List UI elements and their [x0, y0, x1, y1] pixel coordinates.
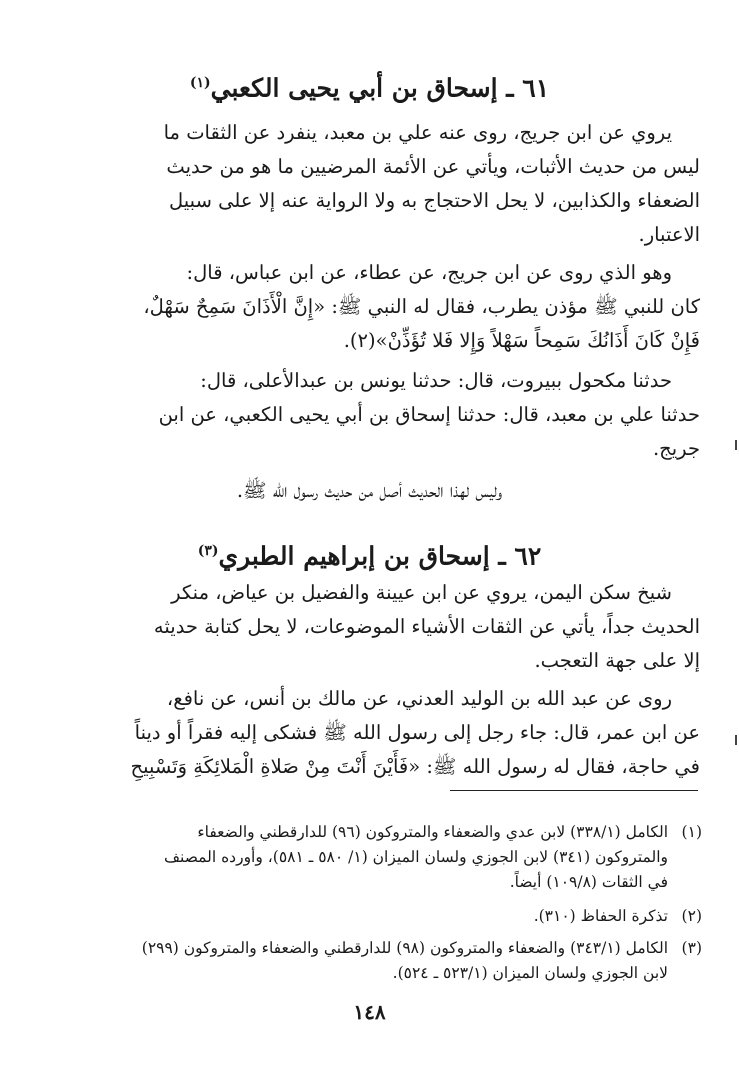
text-line: كان للنبي ﷺ مؤذن يطرب، فقال له النبي ﷺ: «إِنَّ الْأَذَانَ سَمِحٌ سَهْلٌ،: [143, 295, 700, 318]
text-line: ليس من حديث الأثبات، ويأتي عن الأئمة المرضيين ما هو من حديث: [166, 155, 700, 178]
paragraph: [70, 682, 700, 784]
entry-heading-61: [40, 66, 699, 105]
entry-heading-62: [40, 534, 699, 573]
footnote-3: [70, 936, 702, 986]
scan-mark: [735, 440, 737, 450]
paragraph: [70, 256, 700, 358]
footnote-2: [70, 904, 702, 929]
text-line: وهو الذي روى عن ابن جريج، عن عطاء، عن ابن عباس، قال:: [186, 261, 672, 284]
footnote-separator: [450, 790, 698, 791]
text-line: الاعتبار.: [638, 223, 700, 246]
text-line: حدثنا مكحول ببيروت، قال: حدثنا يونس بن عبدالأعلى، قال:: [200, 369, 672, 392]
closing-remark: وليس لهذا الحديث أصل من حديث رسول الله ﷺ.: [236, 479, 503, 502]
scan-mark: [735, 735, 737, 745]
footnote-number: (٢): [681, 907, 702, 925]
text-line: حدثنا علي بن معبد، قال: حدثنا إسحاق بن أبي يحيى الكعبي، عن ابن: [158, 403, 700, 426]
paragraph: [70, 364, 700, 466]
footnote-1: [70, 820, 702, 895]
footnote-text: تذكرة الحفاظ (٣١٠).: [533, 907, 668, 925]
text-line: يروي عن ابن جريج، روى عنه علي بن معبد، ينفرد عن الثقات ما: [163, 121, 672, 144]
text-line: في حاجة، فقال له رسول الله ﷺ: «فَأَيْنَ أَنْتَ مِنْ صَلاةِ الْمَلائِكَةِ وَتَسْبِيحِ: [130, 755, 700, 778]
footnote-ref: (٣): [197, 543, 219, 559]
footnote-number: (١): [681, 823, 702, 841]
entry-heading-text: ٦١ ـ إسحاق بن أبي يحيى الكعبي: [210, 73, 550, 103]
text-line: فَإِنْ كَانَ أَذَانُكَ سَمِحاً سَهْلاً وَإِلا فَلا تُؤَذِّنْ»(٢).: [343, 329, 700, 352]
text-line: عن ابن عمر، قال: جاء رجل إلى رسول الله ﷺ فشكى إليه فقراً أو ديناً: [134, 721, 700, 744]
footnote-text: لابن الجوزي ولسان الميزان (٥٢٣/١ ـ ٥٢٤).: [392, 964, 668, 982]
paragraph: [70, 576, 700, 678]
footnote-text: الكامل (٣٤٣/١) والضعفاء والمتروكون (٩٨) للدارقطني والضعفاء والمتروكون (٢٩٩): [141, 939, 668, 957]
footnote-number: (٣): [681, 939, 702, 957]
footnote-text: في الثقات (١٠٩/٨) أيضاً.: [509, 873, 668, 891]
page-number: ١٤٨: [353, 1000, 386, 1024]
footnote-text: الكامل (٣٣٨/١) لابن عدي والضعفاء والمتروكون (٩٦) للدارقطني والضعفاء: [197, 823, 668, 841]
text-line: الحديث جداً، يأتي عن الثقات الأشياء الموضوعات، لا يحل كتابة حديثه: [153, 615, 700, 638]
text-line: شيخ سكن اليمن، يروي عن ابن عيينة والفضيل بن عياض، منكر: [171, 581, 672, 604]
paragraph: [70, 116, 700, 252]
text-line: روى عن عبد الله بن الوليد العدني، عن مالك بن أنس، عن نافع،: [166, 687, 672, 710]
entry-heading-text: ٦٢ ـ إسحاق بن إبراهيم الطبري: [218, 541, 542, 571]
text-line: جريج.: [652, 437, 700, 460]
text-line: إلا على جهة التعجب.: [534, 649, 700, 672]
footnote-ref: (١): [189, 75, 211, 91]
footnote-text: والمتروكون (٣٤١) لابن الجوزي ولسان الميزان (١/ ٥٨٠ ـ ٥٨١)، وأورده المصنف: [163, 848, 668, 866]
text-line: الضعفاء والكذابين، لا يحل الاحتجاج به ولا الرواية عنه إلا على سبيل: [169, 189, 700, 212]
